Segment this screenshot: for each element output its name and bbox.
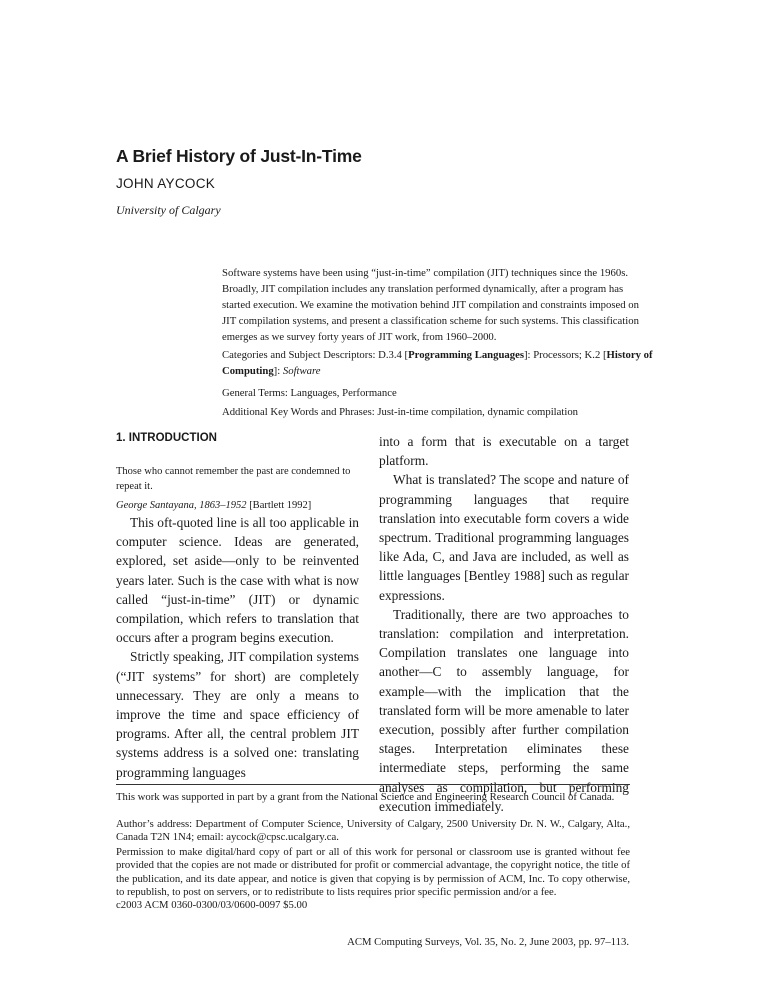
epigraph-attribution [116, 498, 359, 513]
epigraph: Those who cannot remember the past are condemned to repeat it. [116, 466, 351, 492]
categories-label: Categories and Subject Descriptors: D.3.4 [ [222, 349, 409, 361]
paper-title: A Brief History of Just-In-Time [116, 146, 362, 166]
funding-note: This work was supported in part by a grant from the National Science and Engineering Research Council of Canada. [116, 791, 615, 803]
author-name: JOHN AYCOCK [116, 176, 216, 191]
body-paragraph: What is translated? The scope and nature of programming languages that require translation into executable form covers a wide spectrum. Traditional programming languages like Ada, C, and Java are included, as well as little languages [Bentley 1988] such as regular expressions. [379, 472, 629, 603]
keywords: Additional Key Words and Phrases: Just-in-time compilation, dynamic compilation [222, 406, 579, 418]
author-address: Author’s address: Department of Computer Science, University of Calgary, 2500 University Dr. N. W., Calgary, Alta., Canada T2N 1N4; email: aycock@cpsc.ucalgary.ca. [116, 818, 630, 844]
categories-descriptors [222, 347, 662, 379]
journal-citation: ACM Computing Surveys, Vol. 35, No. 2, June 2003, pp. 97–113. [347, 936, 629, 948]
footnote-divider [116, 784, 630, 785]
categories-mid: ]: Processors; K.2 [ [524, 349, 607, 361]
category-term-1: Programming Languages [408, 349, 524, 361]
right-column [379, 432, 629, 816]
permission-notice: Permission to make digital/hard copy of part or all of this work for personal or classroom use is granted without fee provided that the copies are not made or distributed for profit or commercial advantage, the copyright notice, the title of the publication, and its date appear, and notice is given that copying is by permission of ACM, Inc. To copy otherwise, to republish, to post on servers, or to redistribute to lists requires prior specific permission and/or a fee. [116, 846, 630, 899]
general-terms: General Terms: Languages, Performance [222, 387, 397, 399]
body-paragraph: into a form that is executable on a target platform. [379, 434, 629, 469]
abstract: Software systems have been using “just-in-time” compilation (JIT) techniques since the 1960s. Broadly, JIT compilation includes any translation performed dynamically, after a program has started execution. We examine the motivation behind JIT compilation and constraints imposed on JIT compilation systems, and present a classification scheme for such systems. This classification emerges as we survey forty years of JIT work, from 1960–2000. [222, 267, 639, 343]
author-affiliation: University of Calgary [116, 203, 221, 217]
body-paragraph: Strictly speaking, JIT compilation systems (“JIT systems” for short) are completely unnecessary. They are only a means to improve the time and space efficiency of programs. After all, the central problem JIT systems address is a solved one: translating programming languages [116, 649, 359, 780]
category-term-3: Software [282, 365, 321, 377]
epigraph-citation: [Bartlett 1992] [246, 500, 312, 511]
epigraph-author: George Santayana, 1863–1952 [116, 500, 247, 511]
body-paragraph: This oft-quoted line is all too applicable in computer science. Ideas are generated, explored, set aside—only to be reinvented years later. Such is the case with what is now called “just-in-time” (JIT) or dynamic compilation, which refers to translation that occurs after a program begins execution. [116, 515, 359, 646]
left-column [116, 432, 359, 782]
section-heading: 1. INTRODUCTION [116, 432, 217, 444]
body-paragraph: Traditionally, there are two approaches to translation: compilation and interpretation. Compilation translates one language into another—C to assembly language, for example—with the implication that the translated form will be more amenable to later execution, possibly after further compilation stages. Interpretation eliminates these intermediate steps, performing the same analyses as compilation, but performing execution immediately. [379, 606, 629, 814]
copyright-line: c2003 ACM 0360-0300/03/0600-0097 $5.00 [116, 899, 308, 911]
categories-sep: ]: [273, 365, 283, 377]
category-term-2: History of Computing [222, 349, 653, 377]
